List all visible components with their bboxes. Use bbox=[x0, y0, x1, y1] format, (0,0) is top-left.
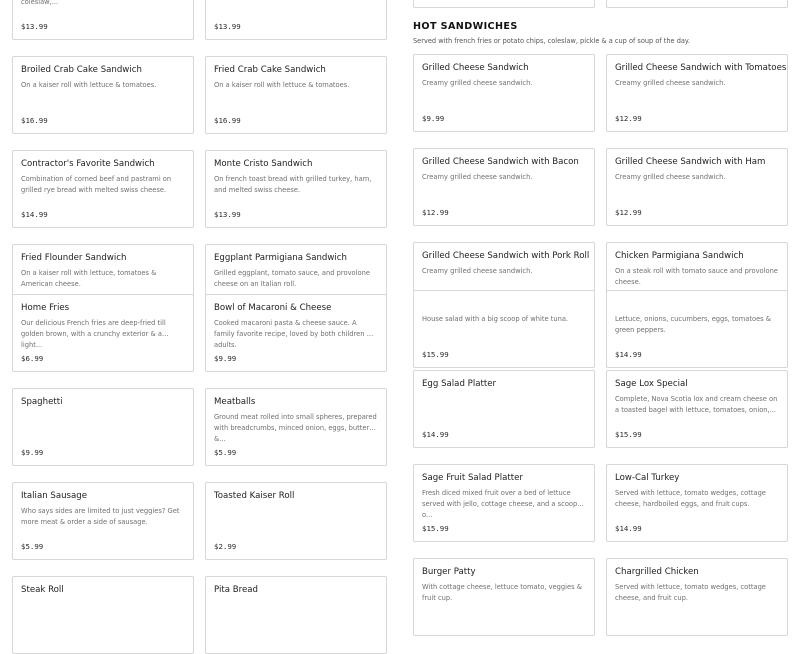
section-header-hot-sandwiches bbox=[413, 21, 788, 45]
menu-item-name: Bowl of Macaroni & Cheese bbox=[214, 303, 332, 313]
menu-item-name: Egg Salad Platter bbox=[422, 379, 497, 389]
menu-item-name: Contractor's Favorite Sandwich bbox=[21, 159, 155, 169]
menu-item-description: Creamy grilled cheese sandwich. bbox=[615, 173, 726, 181]
menu-item-card-grilled-cheese-sandwich-with-ham[interactable] bbox=[606, 148, 788, 226]
menu-item-price: $13.99 bbox=[21, 22, 48, 31]
menu-item-name: Grilled Cheese Sandwich with Tomatoes bbox=[615, 63, 787, 73]
menu-item-name: Chargrilled Chicken bbox=[615, 567, 699, 577]
menu-item-price: $5.99 bbox=[21, 542, 44, 551]
menu-item-card-menu-item[interactable] bbox=[205, 0, 387, 40]
menu-item-description: On a kaiser roll with lettuce & tomatoes. bbox=[21, 81, 157, 89]
menu-item-name: Home Fries bbox=[21, 303, 70, 313]
menu-item-card-steak-roll[interactable] bbox=[12, 576, 194, 654]
menu-item-card-pita-bread[interactable] bbox=[205, 576, 387, 654]
menu-item-description: Who says sides are limited to just veggies? Get more meat & order a side of sausage. bbox=[21, 507, 180, 527]
menu-item-description: Cooked macaroni pasta & cheese sauce. A family favorite recipe, loved by both children & adults. bbox=[214, 319, 372, 350]
menu-item-price: $12.99 bbox=[615, 208, 642, 217]
menu-item-price: $14.99 bbox=[422, 430, 449, 439]
menu-item-description: On a steak roll with tomato sauce and provolone cheese. bbox=[615, 267, 778, 287]
menu-item-description: Served with lettuce, tomato wedges, cottage cheese, hardboiled eggs, and fruit cups. bbox=[615, 489, 766, 509]
menu-item-card-fried-crab-cake-sandwich[interactable] bbox=[205, 56, 387, 134]
menu-item-description: coleslaw,... bbox=[21, 0, 59, 7]
menu-item-card-menu-item[interactable] bbox=[413, 0, 595, 8]
menu-item-name: Grilled Cheese Sandwich with Ham bbox=[615, 157, 766, 167]
menu-item-card-burger-patty[interactable] bbox=[413, 558, 595, 636]
menu-item-description: House salad with a big scoop of white tuna. bbox=[422, 315, 569, 323]
menu-item-card-sage-lox-special[interactable] bbox=[606, 370, 788, 448]
menu-item-description: Served with lettuce, tomato wedges, cottage cheese, and fruit cup. bbox=[615, 583, 766, 603]
menu-item-price: $2.99 bbox=[214, 542, 237, 551]
menu-item-price: $13.99 bbox=[214, 210, 241, 219]
menu-item-card-low-cal-turkey[interactable] bbox=[606, 464, 788, 542]
menu-item-card-monte-cristo-sandwich[interactable] bbox=[205, 150, 387, 228]
menu-item-card-broiled-crab-cake-sandwich[interactable] bbox=[12, 56, 194, 134]
menu-item-price: $15.99 bbox=[422, 524, 449, 533]
menu-item-name: Grilled Cheese Sandwich with Bacon bbox=[422, 157, 579, 167]
menu-item-description: With cottage cheese, lettuce tomato, veggies & fruit cup. bbox=[422, 583, 582, 603]
menu-item-name: Chicken Parmigiana Sandwich bbox=[615, 251, 744, 261]
menu-item-price: $13.99 bbox=[214, 22, 241, 31]
menu-item-name: Spaghetti bbox=[21, 397, 63, 407]
menu-item-name: Fried Crab Cake Sandwich bbox=[214, 65, 326, 75]
menu-item-card-menu-item[interactable] bbox=[12, 0, 194, 40]
menu-item-name: Italian Sausage bbox=[21, 491, 88, 501]
menu-item-card-chargrilled-chicken[interactable] bbox=[606, 558, 788, 636]
menu-item-price: $12.99 bbox=[615, 114, 642, 123]
section-subtitle: Served with french fries or potato chips, coleslaw, pickle & a cup of soup of the day. bbox=[413, 37, 690, 45]
menu-item-price: $5.99 bbox=[214, 448, 237, 457]
menu-item-description: On french toast bread with grilled turkey, ham, and melted swiss cheese. bbox=[214, 175, 372, 195]
menu-item-price: $9.99 bbox=[214, 354, 237, 363]
menu-item-price: $9.99 bbox=[422, 114, 445, 123]
menu-item-price: $14.99 bbox=[615, 350, 642, 359]
menu-item-price: $15.99 bbox=[615, 430, 642, 439]
menu-item-description: Creamy grilled cheese sandwich. bbox=[422, 79, 533, 87]
menu-item-description: Lettuce, onions, cucumbers, eggs, tomatoes & green peppers. bbox=[615, 315, 772, 335]
menu-item-card-spaghetti[interactable] bbox=[12, 388, 194, 466]
menu-item-description: Our delicious French fries are deep-fried till golden brown, with a crunchy exterior & a light... bbox=[21, 319, 166, 350]
menu-item-card-bowl-of-macaroni-cheese[interactable] bbox=[205, 294, 387, 372]
menu-item-name: Burger Patty bbox=[422, 567, 476, 577]
menu-item-name: Pita Bread bbox=[214, 585, 258, 595]
menu-item-price: $15.99 bbox=[422, 350, 449, 359]
menu-item-description: Ground meat rolled into small spheres, prepared with breadcrumbs, minced onion, eggs, butter &... bbox=[214, 413, 377, 444]
menu-item-name: Monte Cristo Sandwich bbox=[214, 159, 313, 169]
menu-item-card-meatballs[interactable] bbox=[205, 388, 387, 466]
menu-item-card-menu-item[interactable] bbox=[413, 290, 595, 368]
menu-item-price: $14.99 bbox=[615, 524, 642, 533]
menu-item-name: Sage Fruit Salad Platter bbox=[422, 473, 523, 483]
menu-item-card-menu-item[interactable] bbox=[606, 290, 788, 368]
menu-item-card-toasted-kaiser-roll[interactable] bbox=[205, 482, 387, 560]
menu-item-description: On a kaiser roll with lettuce, tomatoes & American cheese. bbox=[21, 269, 157, 289]
section-title: HOT SANDWICHES bbox=[413, 21, 518, 32]
menu-item-name: Grilled Cheese Sandwich with Pork Roll bbox=[422, 251, 590, 261]
menu-item-card-italian-sausage[interactable] bbox=[12, 482, 194, 560]
menu-item-name: Toasted Kaiser Roll bbox=[214, 491, 295, 501]
menu-item-name: Grilled Cheese Sandwich bbox=[422, 63, 529, 73]
menu-item-card-grilled-cheese-sandwich[interactable] bbox=[413, 54, 595, 132]
menu-item-description: Creamy grilled cheese sandwich. bbox=[422, 267, 533, 275]
menu-item-name: Meatballs bbox=[214, 397, 256, 407]
menu-item-name: Sage Lox Special bbox=[615, 379, 688, 389]
menu-item-card-grilled-cheese-sandwich-with-tomatoes[interactable] bbox=[606, 54, 788, 132]
menu-item-description: Fresh diced mixed fruit over a bed of lettuce served with jello, cottage cheese, and a scoop o... bbox=[422, 489, 578, 520]
menu-item-price: $6.99 bbox=[21, 354, 44, 363]
menu-item-card-home-fries[interactable] bbox=[12, 294, 194, 372]
menu-item-description: On a kaiser roll with lettuce & tomatoes. bbox=[214, 81, 350, 89]
menu-item-card-menu-item[interactable] bbox=[606, 0, 788, 8]
menu-item-name: Fried Flounder Sandwich bbox=[21, 253, 127, 263]
menu-item-price: $12.99 bbox=[422, 208, 449, 217]
menu-item-name: Low-Cal Turkey bbox=[615, 473, 680, 483]
menu-item-card-sage-fruit-salad-platter[interactable] bbox=[413, 464, 595, 542]
menu-item-price: $16.99 bbox=[21, 116, 48, 125]
menu-item-description: Combination of corned beef and pastrami on grilled rye bread with melted swiss cheese. bbox=[21, 175, 172, 195]
menu-item-card-egg-salad-platter[interactable] bbox=[413, 370, 595, 448]
menu-item-name: Steak Roll bbox=[21, 585, 64, 595]
menu-item-price: $9.99 bbox=[21, 448, 44, 457]
menu-item-name: Broiled Crab Cake Sandwich bbox=[21, 65, 142, 75]
menu-item-price: $14.99 bbox=[21, 210, 48, 219]
menu-item-name: Eggplant Parmigiana Sandwich bbox=[214, 253, 347, 263]
menu-item-description: Creamy grilled cheese sandwich. bbox=[422, 173, 533, 181]
menu-item-price: $16.99 bbox=[214, 116, 241, 125]
menu-item-card-grilled-cheese-sandwich-with-bacon[interactable] bbox=[413, 148, 595, 226]
menu-item-description: Complete, Nova Scotia lox and cream cheese on a toasted bagel with lettuce, tomatoes, onion,... bbox=[615, 395, 778, 415]
menu-item-card-contractor-s-favorite-sandwich[interactable] bbox=[12, 150, 194, 228]
menu-item-description: Grilled eggplant, tomato sauce, and provolone cheese on an Italian roll. bbox=[214, 269, 370, 289]
menu-item-description: Creamy grilled cheese sandwich. bbox=[615, 79, 726, 87]
